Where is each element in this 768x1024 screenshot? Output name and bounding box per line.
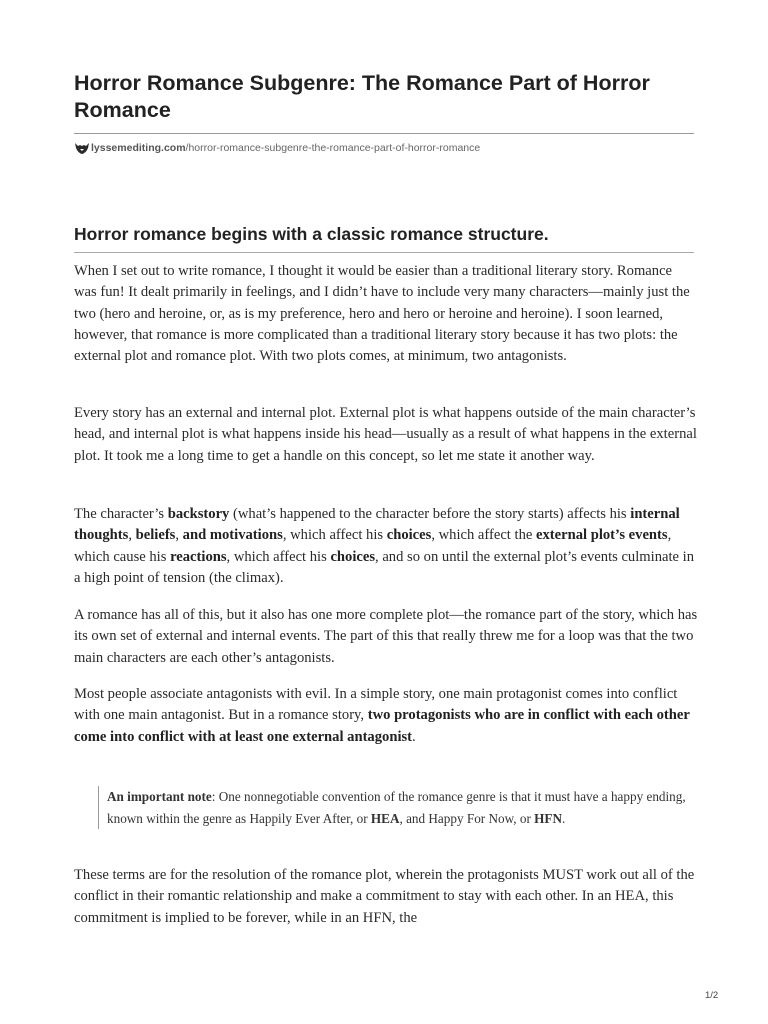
bold-term-internal-thoughts: internal thoughts <box>74 506 680 544</box>
bold-term-reactions: reactions <box>170 548 227 565</box>
text-run: , which affect his <box>282 527 387 544</box>
text-run: , which affect his <box>226 548 331 565</box>
note-label: An important note <box>107 789 212 804</box>
article-title: Horror Romance Subgenre: The Romance Part of Horror Romance <box>74 71 650 122</box>
source-path[interactable]: /horror-romance-subgenre-the-romance-part-of-horror-romance <box>185 142 481 154</box>
bold-term-external-events: external plot’s events <box>536 527 668 544</box>
source-url-line[interactable] <box>74 139 480 157</box>
section-heading: Horror romance begins with a classic romance structure. <box>74 224 549 244</box>
paragraph-6: These terms are for the resolution of the romance plot, wherein the protagonists MUST work out all of the conflict in their romantic relationship and make a commitment to stay with each other. In an HEA, this commitment is implied to be forever, while in an HFN, the <box>74 867 695 926</box>
bold-phrase-two-protagonists: two protagonists who are in conflict with each other come into conflict with at least one external antagonist <box>74 707 690 745</box>
paragraph-5 <box>74 684 698 748</box>
text-run: , which cause his <box>74 527 672 565</box>
text-run: . <box>561 810 566 826</box>
text-run: , <box>175 527 183 544</box>
important-note-callout <box>98 786 707 829</box>
text-run: (what’s happened to the character before the story starts) affects his <box>229 506 631 522</box>
section-divider <box>74 252 694 253</box>
page-number: 1/2 <box>705 990 719 1001</box>
text-run: , and so on until the external plot’s events culminate in a high point of tension (the climax). <box>74 548 694 586</box>
text-run: . <box>412 728 416 745</box>
bold-term-hea: HEA <box>370 810 400 826</box>
text-run: , and Happy For Now, or <box>399 810 535 826</box>
paragraph-4: A romance has all of this, but it also has one more complete plot—the romance part of the story, which has its own set of external and internal events. The part of this that really threw me for a loop was that the two main characters are each other’s antagonists. <box>74 607 698 666</box>
paragraph-3 <box>74 504 698 589</box>
text-run: , which affect the <box>431 527 536 544</box>
paragraph-2: Every story has an external and internal plot. External plot is what happens outside of the main character’s head, and internal plot is what happens inside his head—usually as a result of what happens in the external plot. It took me a long time to get a handle on this concept, so let me state it another way. <box>74 405 697 464</box>
paragraph-1: When I set out to write romance, I thought it would be easier than a traditional literary story. Romance was fun! It dealt primarily in feelings, and I didn’t have to include very many characters—mainly just the two (hero and heroine, or, as is my preference, hero and hero or heroine and heroine). I soon learned, however, that romance is more complicated than a traditional literary story because it has two plots: the external plot and romance plot. With two plots comes, at minimum, two antagonists. <box>74 263 690 365</box>
title-divider <box>74 133 694 134</box>
text-run: The character’s <box>74 506 168 522</box>
source-domain[interactable]: lyssemediting.com <box>91 142 186 154</box>
bold-term-hfn: HFN <box>534 810 562 826</box>
bold-term-choices: choices <box>386 527 432 544</box>
fox-logo-icon <box>74 140 90 156</box>
bold-term-choices-2: choices <box>330 548 376 565</box>
text-run: : One nonnegotiable convention of the romance genre is that it must have a happy ending, known within the genre as Happily Ever After, or <box>107 789 686 826</box>
bold-term-beliefs: beliefs <box>135 527 176 544</box>
text-run: , <box>128 527 136 544</box>
bold-term-backstory: backstory <box>167 506 230 522</box>
text-run: Most people associate antagonists with evil. In a simple story, one main protagonist comes into conflict with one main antagonist. But in a romance story, <box>74 686 678 724</box>
bold-term-motivations: and motivations <box>182 527 283 544</box>
